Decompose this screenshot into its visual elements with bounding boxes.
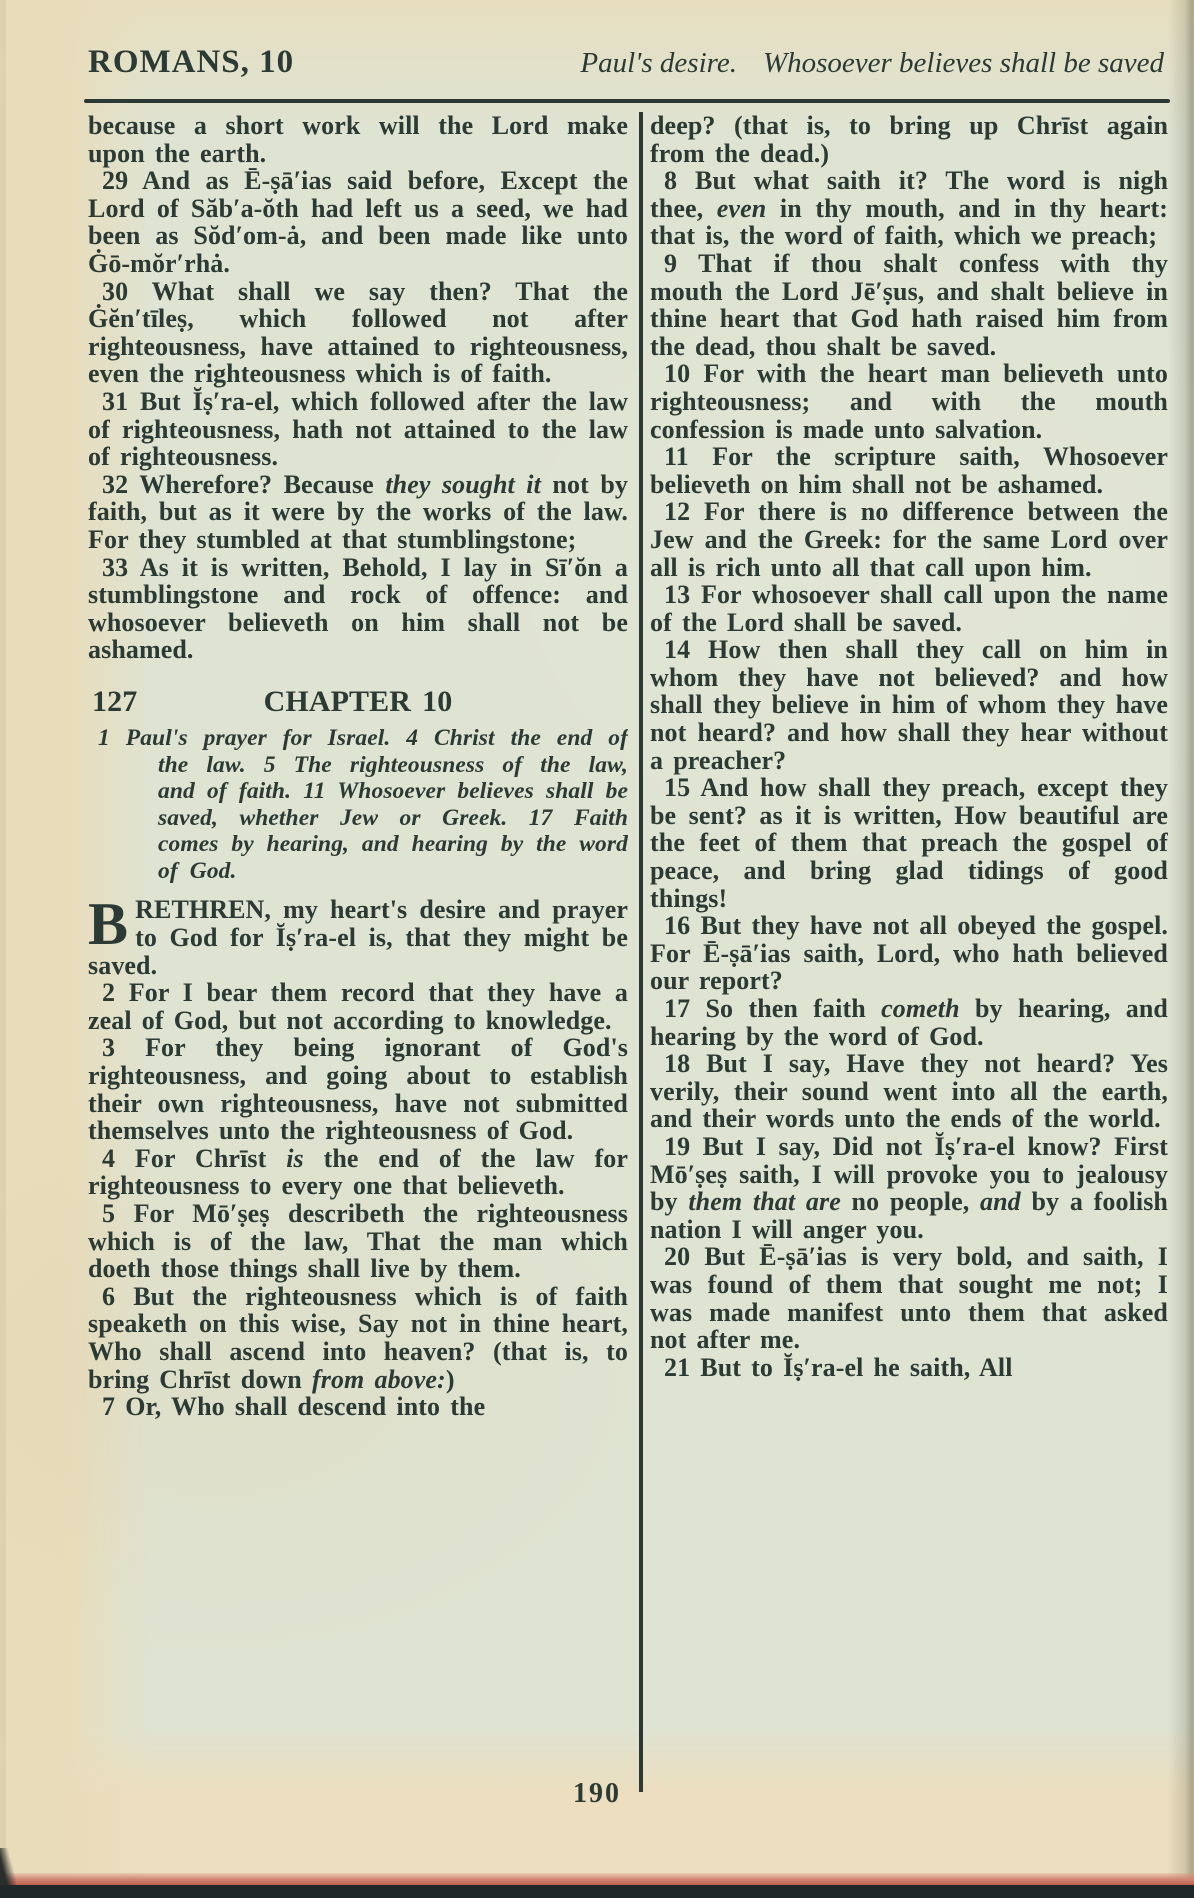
page-edge-shadow [1168,0,1194,1898]
running-head-part2: Whosoever believes shall be saved [762,47,1164,79]
verse-paragraph: 15 And how shall they preach, except they be sent? as it is written, How beautiful are the feet of them that preach the gospel of peace, and bring glad tidings of good things! [650,773,1168,913]
verse-paragraph: 5 For Mō′ṣeṣ describeth the righteousness which is of the law, That the man which doeth those things shall live by them. [88,1199,628,1284]
verse-paragraph: 16 But they have not all obeyed the gospel. For Ē-ṣā′ias saith, Lord, who hath believed our report? [650,911,1168,996]
verse-paragraph: 9 That if thou shalt confess with thy mouth the Lord Jē′ṣus, and shalt believe in thine heart that God hath raised him from the dead, thou shalt be saved. [650,248,1168,361]
page-corner-shadow [0,1848,16,1888]
chapter-summary: 1 Paul's prayer for Israel. 4 Christ the end of the law. 5 The righteousness of the law, and of faith. 11 Whosoever believes shall be saved, whether Jew or Greek. 17 Faith comes by hearing, and hearing by the word of God. [98,725,628,884]
verse-paragraph: 31 But Ĭṣ′ra-el, which followed after the law of righteousness, hath not attained to the law of righteousness. [88,386,628,472]
right-column [650,112,1168,1794]
header-rule [84,99,1170,103]
section-number: 127 [92,684,138,718]
page-header [88,44,1166,88]
chapter-title: CHAPTER 10 [263,684,453,718]
verse-paragraph: 13 For whosoever shall call upon the name of the Lord shall be saved. [650,580,1168,637]
verse-paragraph: 20 But Ē-ṣā′ias is very bold, and saith, I was found of them that sought me not; I was made manifest unto them that asked not after me. [650,1242,1168,1355]
page-number: 190 [573,1778,621,1809]
verse-paragraph: 30 What shall we say then? That the Ġĕn′tīleṣ, which followed not after righteousness, have attained to righteousness, even the righteousness which is of faith. [88,276,628,389]
chapter-heading [88,684,628,718]
left-column [88,112,628,1794]
verse-paragraph: 8 But what saith it? The word is nigh thee, even in thy mouth, and in thy heart: that is, the word of faith, which we preach; [650,166,1168,251]
verse-paragraph: 14 How then shall they call on him in whom they have not believed? and how shall they believe in him of whom they have not heard? and how shall they hear without a preacher? [650,635,1168,775]
verse-paragraph: 11 For the scripture saith, Whosoever believeth on him shall not be ashamed. [650,442,1168,499]
verse-paragraph: 2 For I bear them record that they have a zeal of God, but not according to knowledge. [88,978,628,1035]
verse-paragraph: 12 For there is no difference between the Jew and the Greek: for the same Lord over all is rich unto all that call upon him. [650,497,1168,582]
drop-cap: B [88,891,129,958]
running-head-part1: Paul's desire. [580,47,737,79]
verse-paragraph: 21 But to Ĭṣ′ra-el he saith, All [664,1352,1013,1382]
verse-paragraph: 3 For they being ignorant of God's righteousness, and going about to establish their own righteousness, have not submitted themselves unto the righteousness of God. [88,1033,628,1146]
verse-paragraph: 7 Or, Who shall descend into the [102,1392,486,1422]
verse-paragraph: 29 And as Ē-ṣā′ias said before, Except the Lord of Săb′a-ŏth had left us a seed, we had been as Sŏd′om-ȧ, and been made like unto Ġō-mŏr′rhȧ. [88,166,628,278]
verse-paragraph: 10 For with the heart man believeth unto righteousness; and with the mouth confession is made unto salvation. [650,359,1168,444]
verse-paragraph: because a short work will the Lord make upon the earth. [88,112,628,168]
verse-paragraph: 4 For Chrīst is the end of the law for righteousness to every one that believeth. [88,1143,628,1201]
verse-paragraph: BRETHREN, my heart's desire and prayer to God for Ĭṣ′ra-el is, that they might be saved. [88,891,628,980]
page-edge-red-stain [0,1873,1194,1885]
scan-background-strip [0,1885,1194,1898]
verse-paragraph: 6 But the righteousness which is of faith speaketh on this wise, Say not in thine heart, Who shall ascend into heaven? (that is, to bring Chrīst down from above:) [88,1281,628,1394]
verse-paragraph: 18 But I say, Have they not heard? Yes verily, their sound went into all the earth, and their words unto the ends of the world. [650,1049,1168,1134]
column-divider [639,112,643,1792]
verse-paragraph: 32 Wherefore? Because they sought it not by faith, but as it were by the works of the law. For they stumbled at that stumblingstone; [88,469,628,554]
verse-paragraph: deep? (that is, to bring up Chrīst again from the dead.) [650,112,1168,168]
book-chapter-title: ROMANS, 10 [88,44,295,80]
text-columns [88,112,1168,1794]
verse-paragraph: 33 As it is written, Behold, I lay in Sī′ŏn a stumblingstone and rock of offence: and whosoever believeth on him shall not be ashamed. [88,552,628,665]
verse-paragraph: 17 So then faith cometh by hearing, and hearing by the word of God. [650,994,1168,1051]
verse-paragraph: 19 But I say, Did not Ĭṣ′ra-el know? First Mō′ṣeṣ saith, I will provoke you to jealousy by them that are no people, and by a foolish nation I will anger you. [650,1131,1168,1244]
running-head [554,47,1164,80]
